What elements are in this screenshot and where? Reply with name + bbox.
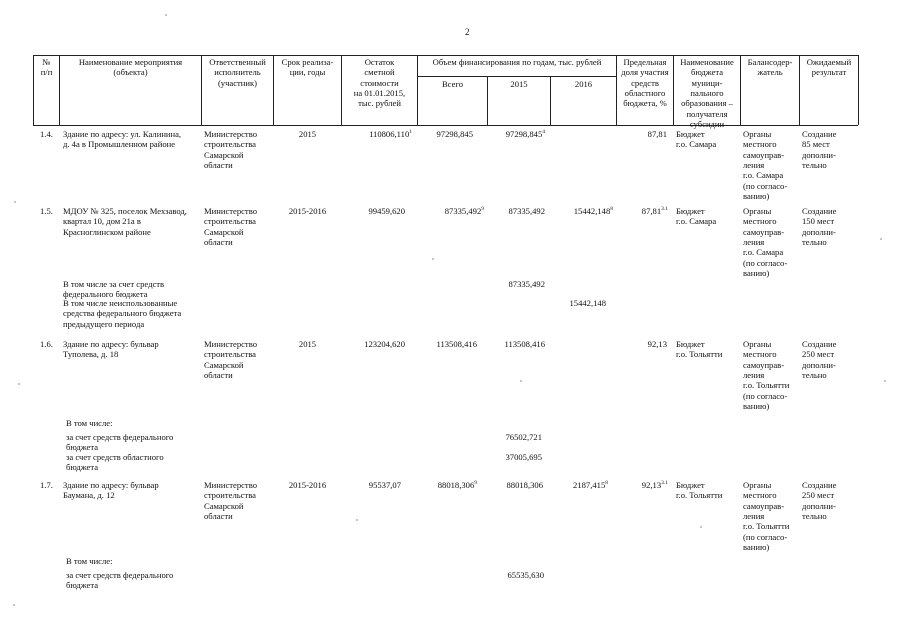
- subrow-2015: 37005,695: [505, 452, 542, 462]
- row-2015: 97298,845$^4$: [505, 129, 545, 139]
- subrow-2015: 87335,492: [508, 279, 545, 289]
- row-share: $87,81^{3.1}$: [641, 206, 668, 216]
- row-holder: Органы местного самоуправ- ления г.о. Тольятти (по согласо- ванию): [743, 480, 790, 552]
- row-share: 87,81: [647, 129, 667, 139]
- row-budget: Бюджет г.о. Самара: [676, 129, 717, 150]
- row-responsible: Министерство строительства Самарской области: [204, 129, 257, 170]
- row-result: Создание 85 мест дополни- тельно: [802, 129, 837, 170]
- subrow-label: В том числе:: [66, 556, 113, 566]
- scan-speck: [520, 380, 522, 382]
- subrow-label: В том числе за счет средств федерального бюджета: [63, 279, 165, 300]
- header-responsible: Ответственный исполнитель (участник): [209, 57, 266, 88]
- row-name: Здание по адресу: бульвар Туполева, д. 18: [63, 339, 159, 360]
- row-total: 97298,845: [436, 129, 473, 139]
- row-total: 88018,306$^9$: [437, 480, 477, 490]
- header-2016: 2016: [574, 79, 593, 89]
- scan-speck: [165, 14, 167, 16]
- row-result: Создание 150 мест дополни- тельно: [802, 206, 837, 247]
- row-budget: Бюджет г.о. Тольятти: [676, 480, 723, 501]
- header-name: Наименование мероприятия (объекта): [78, 57, 183, 78]
- scan-speck: [880, 238, 882, 240]
- financing-subheader-border: [417, 76, 616, 77]
- row-name: Здание по адресу: бульвар Баумана, д. 12: [63, 480, 159, 501]
- row-holder: Органы местного самоуправ- ления г.о. Тольятти (по согласо- ванию): [743, 339, 790, 411]
- header-total: Всего: [441, 79, 464, 89]
- subrow-2015: 76502,721: [505, 432, 542, 442]
- row-term: 2015-2016: [288, 480, 327, 490]
- row-balance: 95537,07: [368, 480, 401, 490]
- row-holder: Органы местного самоуправ- ления г.о. Самара (по согласо- ванию): [743, 129, 788, 201]
- row-balance: 110806,110$^1$: [369, 129, 412, 139]
- header-financing: Объем финансирования по годам, тыс. рублей: [432, 57, 602, 67]
- header-balance: Остаток сметной стоимости на 01.01.2015, тыс. рублей: [353, 57, 406, 109]
- row-2016: 2187,415$^8$: [573, 480, 608, 490]
- row-budget: Бюджет г.о. Самара: [676, 206, 717, 227]
- scan-speck: [14, 201, 16, 203]
- col-divider: [858, 55, 859, 125]
- row-balance: 99459,620: [368, 206, 405, 216]
- row-holder: Органы местного самоуправ- ления г.о. Самара (по согласо- ванию): [743, 206, 788, 278]
- table-top-border: [33, 55, 858, 56]
- row-responsible: Министерство строительства Самарской области: [204, 480, 257, 521]
- header-share: Предельная доля участия средств областного бюджета, %: [621, 57, 669, 109]
- row-term: 2015: [298, 339, 317, 349]
- row-2015: 87335,492: [508, 206, 545, 216]
- subrow-2016: 15442,148: [569, 298, 606, 308]
- scan-speck: [13, 604, 15, 606]
- row-term: 2015: [298, 129, 317, 139]
- subrow-label: за счет средств федерального бюджета: [66, 432, 174, 453]
- subrow-label: В том числе:: [66, 418, 113, 428]
- header-budget: Наименование бюджета муници- пального образования – получателя субсидии: [680, 57, 734, 129]
- subrow-label: за счет средств областного бюджета: [66, 452, 164, 473]
- scan-speck: [884, 380, 886, 382]
- row-2015: 113508,416: [504, 339, 545, 349]
- header-result: Ожидаемый результат: [806, 57, 852, 78]
- row-share: $92,13^{3.1}$: [641, 480, 668, 490]
- row-2016: 15442,148$^8$: [573, 206, 613, 216]
- row-result: Создание 250 мест дополни- тельно: [802, 339, 837, 380]
- subrow-label: В том числе неиспользованные средства федерального бюджета предыдущего периода: [63, 298, 182, 329]
- scan-speck: [356, 519, 358, 521]
- row-total: 87335,492$^9$: [444, 206, 484, 216]
- scan-speck: [700, 526, 702, 528]
- header-holder: Балансодер- жатель: [747, 57, 793, 78]
- row-result: Создание 250 мест дополни- тельно: [802, 480, 837, 521]
- row-number: 1.5.: [40, 206, 53, 216]
- subrow-label: за счет средств федерального бюджета: [66, 570, 174, 591]
- row-budget: Бюджет г.о. Тольятти: [676, 339, 723, 360]
- scan-speck: [432, 258, 434, 260]
- row-term: 2015-2016: [288, 206, 327, 216]
- header-term: Срок реализа- ции, годы: [281, 57, 334, 78]
- row-number: 1.6.: [40, 339, 53, 349]
- header-num: № п/п: [40, 57, 53, 78]
- subrow-2015: 65535,630: [507, 570, 544, 580]
- row-responsible: Министерство строительства Самарской области: [204, 206, 257, 247]
- row-name: МДОУ № 325, поселок Мехзавод, квартал 10, дом 21а в Красноглинском районе: [63, 206, 187, 237]
- row-number: 1.4.: [40, 129, 53, 139]
- row-number: 1.7.: [40, 480, 53, 490]
- row-share: 92,13: [647, 339, 667, 349]
- header-2015: 2015: [510, 79, 528, 89]
- row-responsible: Министерство строительства Самарской области: [204, 339, 257, 380]
- row-2015: 88018,306: [506, 480, 543, 490]
- row-total: 113508,416: [436, 339, 477, 349]
- scan-speck: [18, 383, 20, 385]
- row-name: Здание по адресу: ул. Калинина, д. 4а в Промышленном районе: [63, 129, 182, 150]
- page-number: 2: [465, 27, 470, 37]
- row-balance: 123204,620: [364, 339, 405, 349]
